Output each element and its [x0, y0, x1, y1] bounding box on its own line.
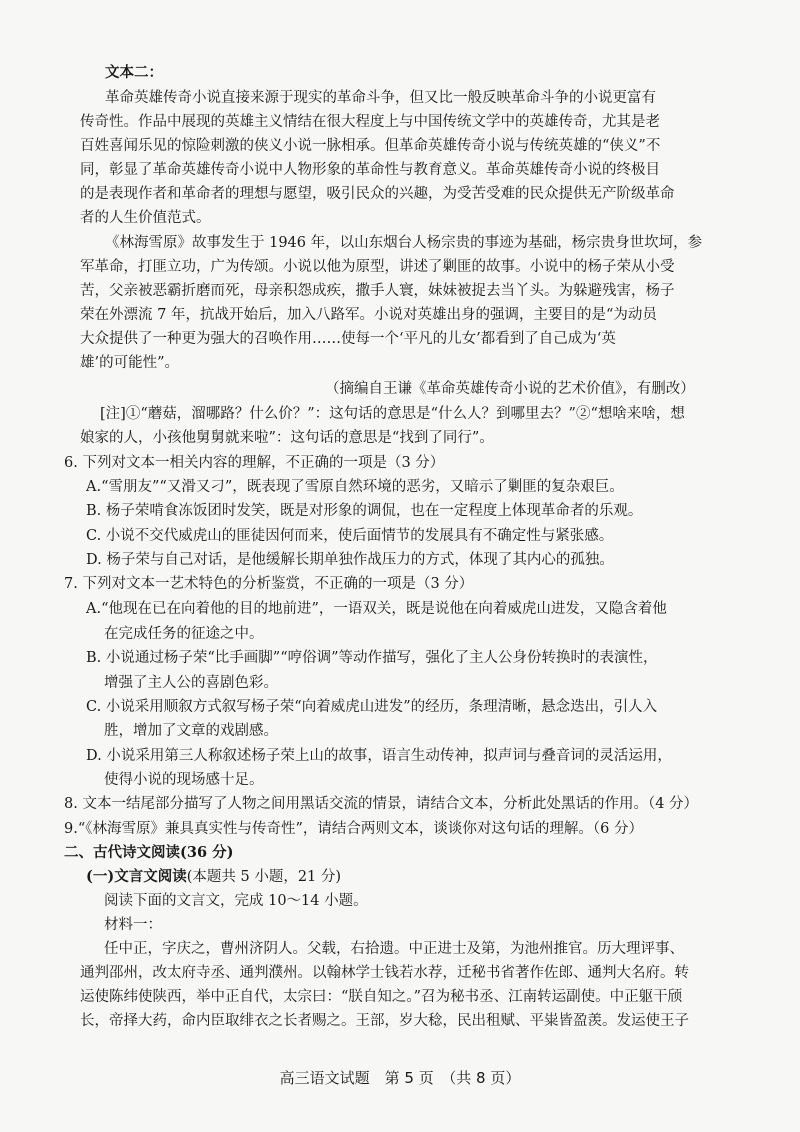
section2-heading: 二、古代诗文阅读(36 分)	[64, 844, 234, 861]
text2-para2-line: 大众提供了一种更为强大的召唤作用……使每一个‘平凡的儿女’都看到了自己成为‘英	[80, 331, 616, 347]
text2-para1-line: 革命英雄传奇小说直接来源于现实的革命斗争，但又比一般反映革命斗争的小说更富有	[105, 90, 656, 106]
q7-option-b: B. 小说通过杨子荣“比手画脚”“哼俗调”等动作描写，强化了主人公身份转换时的表演性，	[86, 650, 658, 666]
reading-instruction: 阅读下面的文言文，完成 10～14 小题。	[104, 893, 368, 909]
q7-option-a: A.“他现在已在向着他的目的地前进”，一语双关，既是说他在向着威虎山进发，又隐含着他	[86, 601, 667, 617]
text2-note-line: [注]①“蘑菇，溜哪路？什么价？”：这句话的意思是“什么人？到哪里去？”②“想啥来啥，想	[100, 406, 685, 422]
material-line: 运使陈纬使陕西，举中正自代，太宗曰：“朕自知之。”召为秘书丞、江南转运副使。中正躯干颀	[80, 989, 683, 1005]
q7-option-d-cont: 使得小说的现场感十足。	[104, 772, 264, 788]
text2-para1-line: 者的人生价值范式。	[80, 210, 211, 226]
material-line: 长，帝择大药，命内臣取绯衣之长者赐之。王部，岁大稔，民出租赋、平粜皆盈羡。发运使王子	[80, 1013, 689, 1029]
q7-option-b-cont: 增强了主人公的喜剧色彩。	[104, 675, 278, 691]
text2-para2-line: 荣在外漂流 7 年，抗战开始后，加入八路军。小说对英雄出身的强调，主要目的是“为动员	[80, 307, 657, 323]
q7-option-a-cont: 在完成任务的征途之中。	[104, 626, 264, 642]
q6-option-d: D. 杨子荣与自己对话，是他缓解长期单独作战压力的方式，体现了其内心的孤独。	[86, 552, 614, 568]
q6-stem: 6. 下列对文本一相关内容的理解，不正确的一项是（3 分）	[64, 455, 445, 471]
text2-para1-line: 的是表现作者和革命者的理想与愿望，吸引民众的兴趣，为受苦受难的民众提供无产阶级革命	[80, 186, 675, 202]
subsection-title-note: (本题共 5 小题，21 分)	[186, 869, 342, 885]
material-line: 任中正，字庆之，曹州济阴人。父载，右拾遗。中正进士及第，为池州推官。历大理评事、	[104, 941, 684, 957]
subsection-title-label: (一)文言文阅读	[86, 868, 187, 885]
q7-stem: 7. 下列对文本一艺术特色的分析鉴赏，不正确的一项是（3 分）	[64, 576, 474, 592]
text2-para2-line: 苦，父亲被恶霸折磨而死，母亲积怨成疾，撒手人寰，妹妹被捉去当丫头。为躲避残害，杨子	[80, 283, 675, 299]
text2-para1-line: 百姓喜闻乐见的惊险刺激的侠义小说一脉相承。但革命英雄传奇小说与传统英雄的“侠义”不	[80, 138, 661, 154]
text2-para2-line: 雄’的可能性”。	[80, 355, 180, 371]
page-footer: 高三语文试题 第 5 页 （共 8 页）	[279, 1069, 521, 1087]
q7-option-d: D. 小说采用第三人称叙述杨子荣上山的故事，语言生动传神，拟声词与叠音词的灵活运用，	[86, 748, 672, 764]
text2-para1-line: 同，彰显了革命英雄传奇小说中人物形象的革命性与教育意义。革命英雄传奇小说的终极目	[80, 162, 660, 178]
text2-para1-line: 传奇性。作品中展现的英雄主义情结在很大程度上与中国传统文学中的英雄传奇，尤其是老	[80, 114, 660, 130]
text2-note-line: 娘家的人，小孩他舅舅就来啦”：这句话的意思是“找到了同行”。	[80, 430, 494, 446]
text2-heading: 文本二：	[105, 64, 163, 81]
text2-para2-line: 《林海雪原》故事发生于 1946 年，以山东烟台人杨宗贵的事迹为基础，杨宗贵身世坎坷，参	[105, 235, 703, 251]
q7-option-c: C. 小说采用顺叙方式叙写杨子荣“向着威虎山进发”的经历，条理清晰，悬念迭出，引人入	[86, 699, 658, 715]
q6-option-b: B. 杨子荣啃食冻饭团时发笑，既是对形象的调侃，也在一定程度上体现革命者的乐观。	[86, 503, 643, 519]
q8-stem: 8. 文本一结尾部分描写了人物之间用黑话交流的情景，请结合文本，分析此处黑话的作用。（4 分）	[64, 796, 699, 812]
subsection-title	[86, 867, 341, 887]
text2-para2-line: 军革命，打匪立功，广为传颂。小说以他为原型，讲述了剿匪的故事。小说中的杨子荣从小受	[80, 259, 675, 275]
text2-source: （摘编自王谦《革命英雄传奇小说的艺术价值》，有删改）	[325, 381, 695, 397]
q6-option-c: C. 小说不交代威虎山的匪徒因何而来，使后面情节的发展具有不确定性与紧张感。	[86, 528, 614, 544]
q9-stem: 9.“《林海雪原》兼具真实性与传奇性”，请结合两则文本，谈谈你对这句话的理解。（6 分）	[64, 821, 643, 837]
q7-option-c-cont: 胜，增加了文章的戏剧感。	[104, 723, 278, 739]
q6-option-a: A.“雪朋友”“又滑又刁”，既表现了雪原自然环境的恶劣，又暗示了剿匪的复杂艰巨。	[86, 479, 624, 495]
material-label: 材料一：	[104, 917, 162, 933]
material-line: 通判邵州，改太府寺丞、通判濮州。以翰林学士钱若水荐，迁秘书省著作佐郎、通判大名府。转	[80, 965, 689, 981]
